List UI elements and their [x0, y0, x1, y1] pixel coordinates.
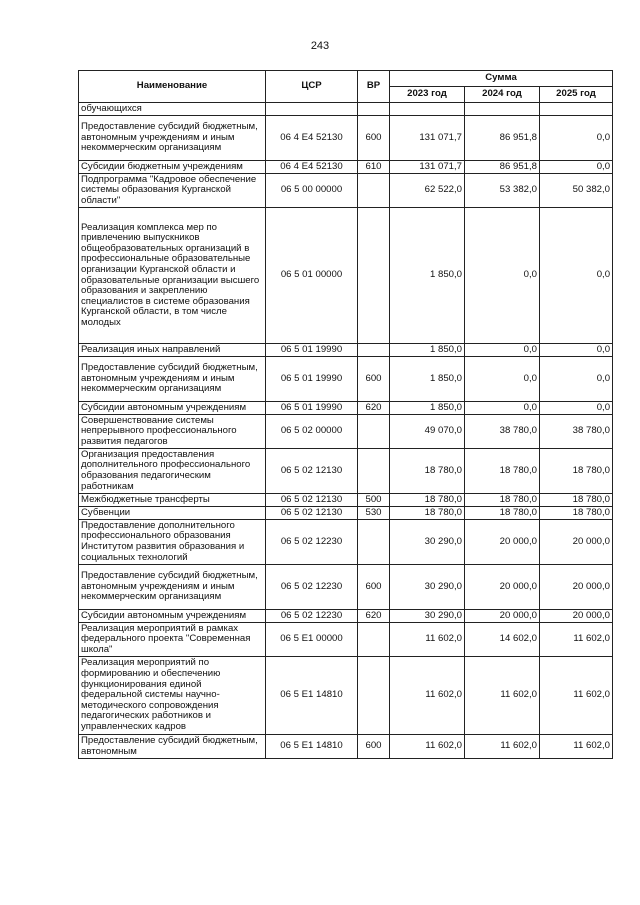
row-2023-cell: 18 780,0 — [390, 449, 465, 494]
table-body — [79, 103, 613, 759]
row-2024-cell: 0,0 — [465, 344, 540, 357]
row-2025-cell: 38 780,0 — [540, 415, 613, 449]
row-2023-cell: 1 850,0 — [390, 208, 465, 344]
row-vr-cell: 600 — [358, 565, 390, 610]
row-name-cell: Межбюджетные трансферты — [79, 494, 266, 507]
row-name-cell: Совершенствование системы непрерывного профессионального развития педагогов — [79, 415, 266, 449]
row-name-cell: Субсидии бюджетным учреждениям — [79, 161, 266, 174]
row-2023-cell: 30 290,0 — [390, 520, 465, 565]
table-row — [79, 415, 613, 449]
row-2023-cell: 131 071,7 — [390, 116, 465, 161]
header-year-2023: 2023 год — [390, 87, 465, 103]
row-csr-cell: 06 5 02 12130 — [266, 449, 358, 494]
table-row — [79, 161, 613, 174]
row-name-cell: Субсидии автономным учреждениям — [79, 610, 266, 623]
row-csr-cell: 06 5 01 00000 — [266, 208, 358, 344]
table-row — [79, 103, 613, 116]
row-vr-cell — [358, 174, 390, 208]
row-name-cell: Реализация мероприятий по формированию и обеспечению функционирования единой федеральной системы научно-методического сопровождения педагогических работников и управленческих кадров — [79, 657, 266, 735]
table-row — [79, 735, 613, 759]
row-2023-cell: 1 850,0 — [390, 402, 465, 415]
row-name-cell: Предоставление субсидий бюджетным, автономным учреждениям и иным некоммерческим организациям — [79, 565, 266, 610]
row-vr-cell — [358, 344, 390, 357]
row-csr-cell: 06 4 E4 52130 — [266, 116, 358, 161]
row-2023-cell: 49 070,0 — [390, 415, 465, 449]
row-vr-cell — [358, 449, 390, 494]
row-csr-cell: 06 5 02 12230 — [266, 520, 358, 565]
row-csr-cell: 06 5 E1 00000 — [266, 623, 358, 657]
row-csr-cell — [266, 103, 358, 116]
row-2023-cell: 131 071,7 — [390, 161, 465, 174]
row-2024-cell: 86 951,8 — [465, 161, 540, 174]
row-vr-cell: 530 — [358, 507, 390, 520]
row-vr-cell: 600 — [358, 116, 390, 161]
row-2024-cell: 38 780,0 — [465, 415, 540, 449]
table-row — [79, 402, 613, 415]
row-csr-cell: 06 4 E4 52130 — [266, 161, 358, 174]
row-vr-cell — [358, 208, 390, 344]
row-2024-cell: 0,0 — [465, 402, 540, 415]
row-csr-cell: 06 5 01 19990 — [266, 402, 358, 415]
row-2025-cell: 11 602,0 — [540, 657, 613, 735]
row-vr-cell: 620 — [358, 610, 390, 623]
row-name-cell: Реализация иных направлений — [79, 344, 266, 357]
row-2025-cell: 20 000,0 — [540, 610, 613, 623]
row-vr-cell — [358, 103, 390, 116]
row-csr-cell: 06 5 02 12230 — [266, 610, 358, 623]
header-vr: ВР — [358, 71, 390, 103]
row-name-cell: обучающихся — [79, 103, 266, 116]
row-vr-cell — [358, 415, 390, 449]
row-2023-cell: 30 290,0 — [390, 565, 465, 610]
row-csr-cell: 06 5 01 19990 — [266, 344, 358, 357]
row-2024-cell: 20 000,0 — [465, 520, 540, 565]
row-2025-cell: 18 780,0 — [540, 449, 613, 494]
row-name-cell: Предоставление субсидий бюджетным, автономным учреждениям и иным некоммерческим организациям — [79, 357, 266, 402]
row-vr-cell: 600 — [358, 357, 390, 402]
row-name-cell: Субсидии автономным учреждениям — [79, 402, 266, 415]
row-csr-cell: 06 5 02 12130 — [266, 494, 358, 507]
row-name-cell: Предоставление дополнительного профессионального образования Институтом развития образования и социальных технологий — [79, 520, 266, 565]
row-2025-cell: 0,0 — [540, 357, 613, 402]
table-row — [79, 657, 613, 735]
row-2024-cell: 0,0 — [465, 357, 540, 402]
row-2023-cell: 11 602,0 — [390, 735, 465, 759]
row-2025-cell — [540, 103, 613, 116]
row-csr-cell: 06 5 02 12130 — [266, 507, 358, 520]
table-row — [79, 344, 613, 357]
row-2024-cell: 14 602,0 — [465, 623, 540, 657]
row-csr-cell: 06 5 02 12230 — [266, 565, 358, 610]
table-row — [79, 520, 613, 565]
table-header — [79, 71, 613, 103]
row-2024-cell: 11 602,0 — [465, 657, 540, 735]
row-csr-cell: 06 5 02 00000 — [266, 415, 358, 449]
row-2025-cell: 20 000,0 — [540, 565, 613, 610]
table-row — [79, 449, 613, 494]
row-vr-cell — [358, 623, 390, 657]
row-2024-cell: 86 951,8 — [465, 116, 540, 161]
row-2024-cell: 18 780,0 — [465, 494, 540, 507]
row-2024-cell: 18 780,0 — [465, 449, 540, 494]
row-2025-cell: 11 602,0 — [540, 623, 613, 657]
row-vr-cell: 620 — [358, 402, 390, 415]
table-row — [79, 494, 613, 507]
row-2025-cell: 0,0 — [540, 116, 613, 161]
row-name-cell: Организация предоставления дополнительного профессионального образования педагогическим работникам — [79, 449, 266, 494]
row-name-cell: Реализация комплекса мер по привлечению выпускников общеобразовательных организаций в профессиональные образовательные организации Курганской области и образовательные организации высшего образования и закреплению специалистов в системе образования Курганской области, в том числе молодых — [79, 208, 266, 344]
row-2025-cell: 18 780,0 — [540, 507, 613, 520]
row-2024-cell: 53 382,0 — [465, 174, 540, 208]
row-csr-cell: 06 5 E1 14810 — [266, 657, 358, 735]
row-2025-cell: 0,0 — [540, 344, 613, 357]
header-year-2024: 2024 год — [465, 87, 540, 103]
row-2023-cell: 18 780,0 — [390, 507, 465, 520]
row-2023-cell: 62 522,0 — [390, 174, 465, 208]
row-2023-cell: 11 602,0 — [390, 623, 465, 657]
row-csr-cell: 06 5 01 19990 — [266, 357, 358, 402]
table-row — [79, 565, 613, 610]
row-2024-cell: 0,0 — [465, 208, 540, 344]
row-vr-cell: 600 — [358, 735, 390, 759]
table-row — [79, 116, 613, 161]
page-number: 243 — [310, 40, 330, 52]
row-2025-cell: 18 780,0 — [540, 494, 613, 507]
row-2024-cell: 18 780,0 — [465, 507, 540, 520]
row-vr-cell: 500 — [358, 494, 390, 507]
row-name-cell: Предоставление субсидий бюджетным, автономным учреждениям и иным некоммерческим организациям — [79, 116, 266, 161]
budget-table — [78, 70, 613, 759]
row-2025-cell: 0,0 — [540, 402, 613, 415]
row-2023-cell: 1 850,0 — [390, 344, 465, 357]
header-name: Наименование — [79, 71, 266, 103]
row-2024-cell: 20 000,0 — [465, 565, 540, 610]
row-name-cell: Подпрограмма "Кадровое обеспечение системы образования Курганской области" — [79, 174, 266, 208]
row-2025-cell: 50 382,0 — [540, 174, 613, 208]
table-row — [79, 507, 613, 520]
table-row — [79, 208, 613, 344]
row-vr-cell — [358, 520, 390, 565]
table-row — [79, 610, 613, 623]
row-2025-cell: 11 602,0 — [540, 735, 613, 759]
header-year-2025: 2025 год — [540, 87, 613, 103]
row-2023-cell: 11 602,0 — [390, 657, 465, 735]
row-2023-cell: 18 780,0 — [390, 494, 465, 507]
row-name-cell: Субвенции — [79, 507, 266, 520]
table-row — [79, 357, 613, 402]
row-2025-cell: 0,0 — [540, 208, 613, 344]
row-2024-cell: 11 602,0 — [465, 735, 540, 759]
row-csr-cell: 06 5 E1 14810 — [266, 735, 358, 759]
row-2024-cell — [465, 103, 540, 116]
row-name-cell: Предоставление субсидий бюджетным, автономным — [79, 735, 266, 759]
row-2024-cell: 20 000,0 — [465, 610, 540, 623]
header-sum: Сумма — [390, 71, 613, 87]
row-name-cell: Реализация мероприятий в рамках федерального проекта "Современная школа" — [79, 623, 266, 657]
row-2023-cell: 30 290,0 — [390, 610, 465, 623]
row-2023-cell — [390, 103, 465, 116]
table-row — [79, 174, 613, 208]
row-2025-cell: 20 000,0 — [540, 520, 613, 565]
row-vr-cell — [358, 657, 390, 735]
table-row — [79, 623, 613, 657]
row-2025-cell: 0,0 — [540, 161, 613, 174]
header-csr: ЦСР — [266, 71, 358, 103]
row-csr-cell: 06 5 00 00000 — [266, 174, 358, 208]
row-2023-cell: 1 850,0 — [390, 357, 465, 402]
row-vr-cell: 610 — [358, 161, 390, 174]
